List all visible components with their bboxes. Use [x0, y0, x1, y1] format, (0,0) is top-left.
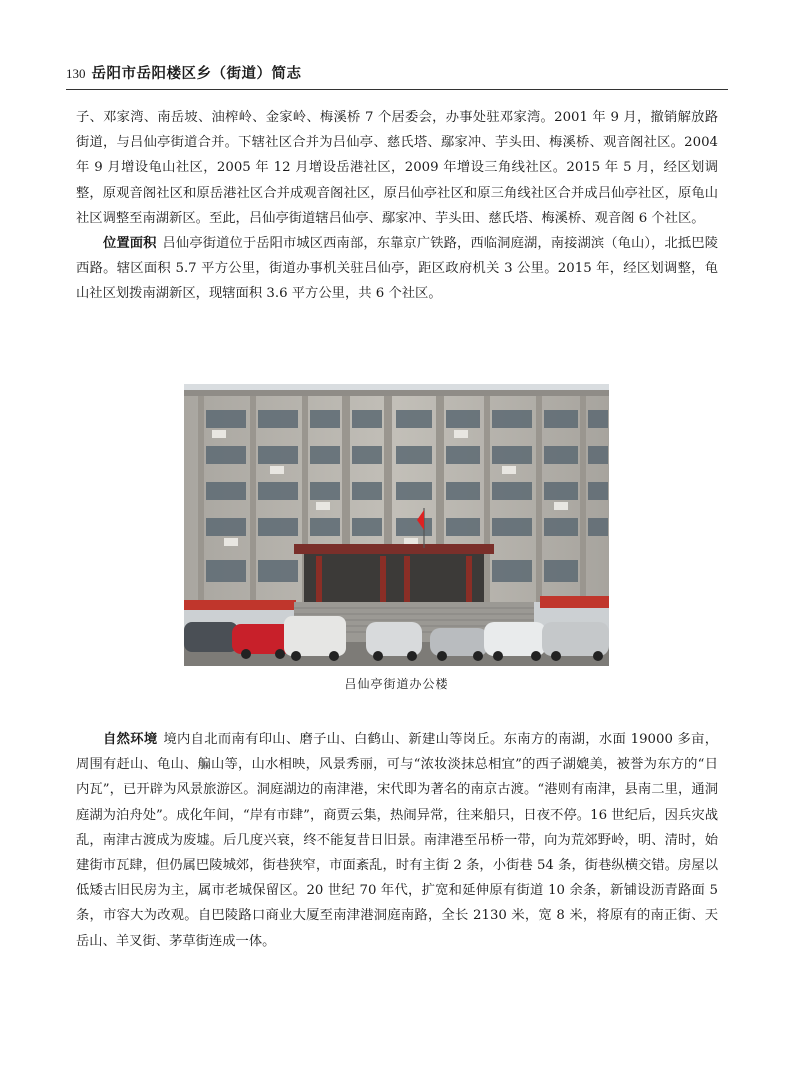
running-header — [66, 62, 728, 90]
upper-text-block — [76, 105, 718, 307]
paragraph-location — [76, 231, 718, 307]
nature-text: 境内自北而南有印山、磨子山、白鹤山、新建山等岗丘。东南方的南湖，水面 19000 多亩，周围有赶山、龟山、艑山等，山水相映，风景秀丽，可与“浓妆淡抹总相宜”的西子湖媲美，被誉为东方的“日内瓦”，已开辟为风景旅游区。洞庭湖边的南津港，宋代即为著名的南京古渡。“港则有南津，县南二里，通洞庭湖为泊舟处”。成化年间，“岸有市肆”，商贾云集，热闹异常，往来船只，日夜不停。16 世纪后，因兵灾战乱，南津古渡成为废墟。后几度兴衰，终不能复昔日旧景。南津港至吊桥一带，向为荒郊野岭，明、清时，始建街市瓦肆，但仍属巴陵城郊，街巷狭窄，市面紊乱，时有主街 2 条，小街巷 54 条，街巷纵横交错。房屋以低矮古旧民房为主，属市老城保留区。20 世纪 70 年代，扩宽和延伸原有街道 10 余条，新铺设沥青路面 5 条，市容大为改观。自巴陵路口商业大厦至南津港洞庭南路，全长 2130 米，宽 8 米，将原有的南正街、天岳山、羊叉街、茅草街连成一体。 — [76, 732, 718, 949]
section-term-nature: 自然环境 — [103, 732, 158, 747]
paragraph-nature — [76, 727, 718, 954]
page-number: 130 — [66, 66, 86, 81]
book-title: 岳阳市岳阳楼区乡（街道）简志 — [91, 66, 302, 82]
section-term-location: 位置面积 — [103, 236, 157, 252]
paragraph-communities: 子、邓家湾、南岳坡、油榨岭、金家岭、梅溪桥 7 个居委会，办事处驻邓家湾。2001 年 9 月，撤销解放路街道，与吕仙亭街道合并。下辖社区合并为吕仙亭、慈氏塔、鄢家冲、芋头田、梅溪桥、观音阁社区。2004 年 9 月增设龟山社区，2005 年 12 月增设岳港社区，2009 年增设三角线社区。2015 年 5 月，经区划调整，原观音阁社区和原岳港社区合并成观音阁社区，原吕仙亭社区和原三角线社区合并成吕仙亭社区，原龟山社区调整至南湖新区。至此，吕仙亭街道辖吕仙亭、鄢家冲、芋头田、慈氏塔、梅溪桥、观音阁 6 个社区。 — [76, 110, 718, 226]
photo-caption: 吕仙亭街道办公楼 — [344, 677, 449, 691]
lower-text-block — [76, 727, 718, 954]
office-building-photo — [184, 384, 609, 666]
location-text: 吕仙亭街道位于岳阳市城区西南部，东靠京广铁路，西临洞庭湖，南接湖滨（龟山），北抵巴陵西路。辖区面积 5.7 平方公里，街道办事机关驻吕仙亭，距区政府机关 3 公里。2015 年，经区划调整，龟山社区划拨南湖新区，现辖面积 3.6 平方公里，共 6 个社区。 — [76, 236, 718, 302]
